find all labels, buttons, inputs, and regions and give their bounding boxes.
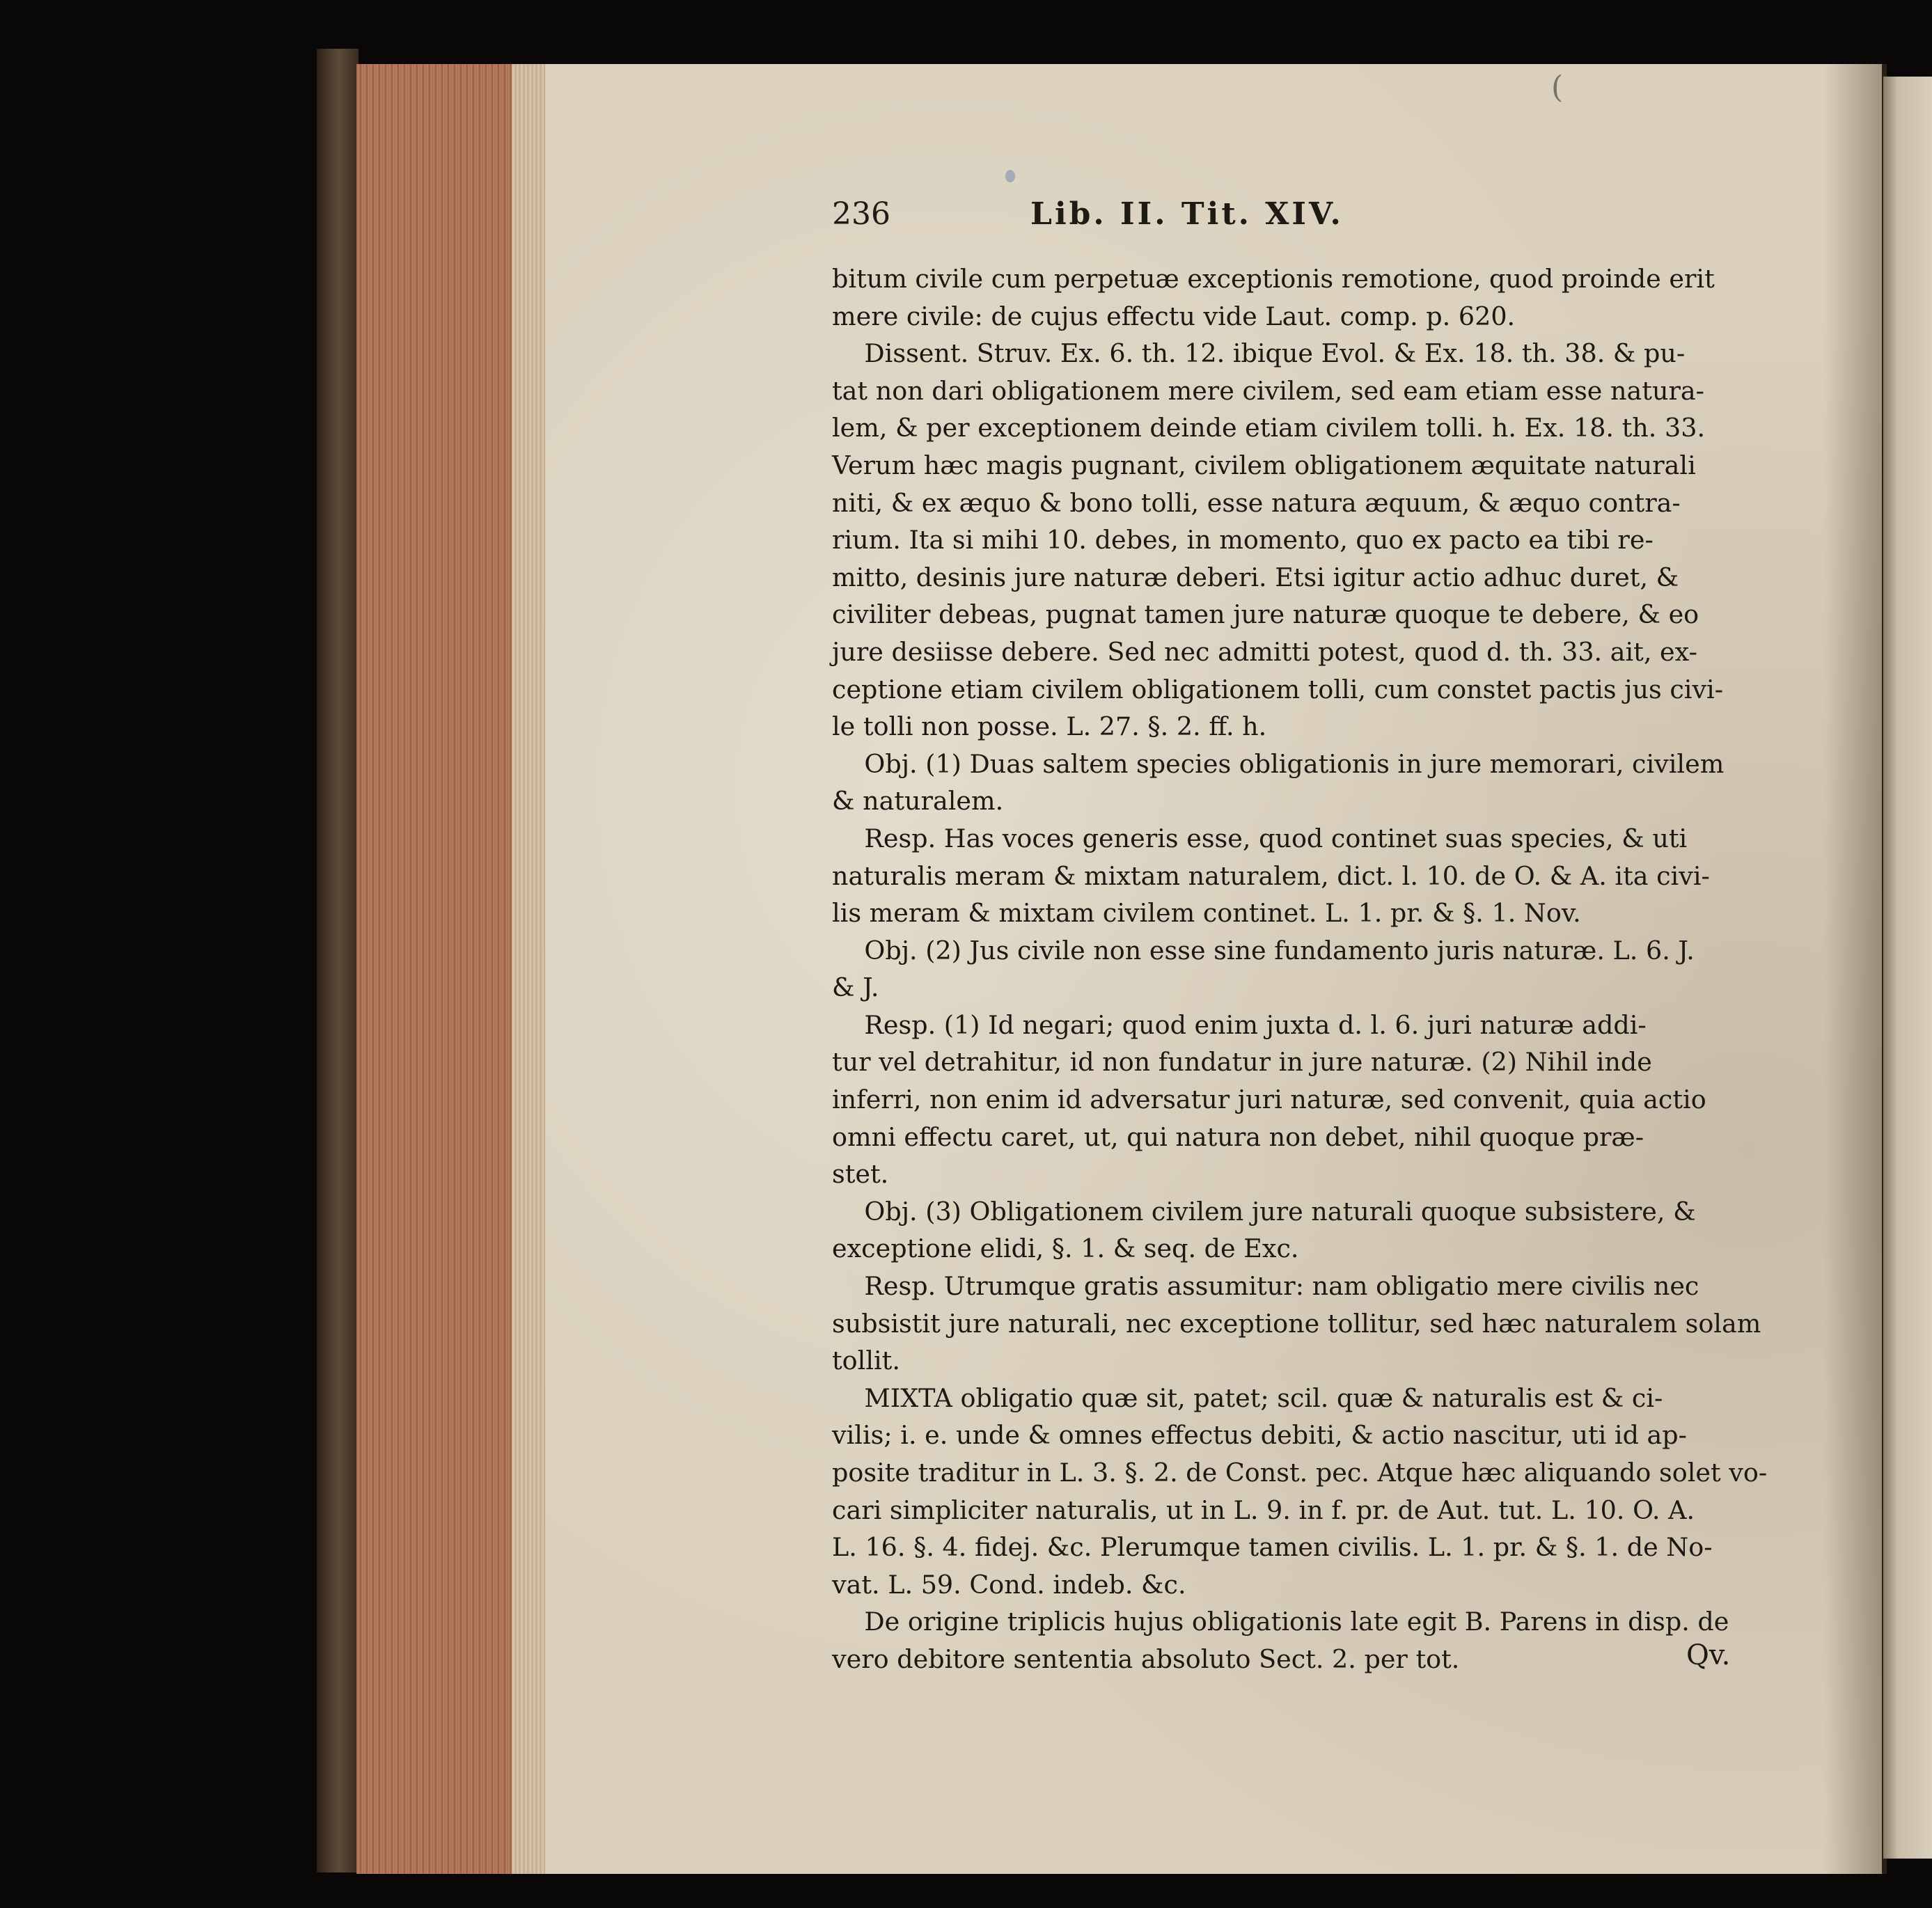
pencil-mark: ( (1551, 70, 1564, 105)
text-line: jure desiisse debere. Sed nec admitti potest, quod d. th. 33. ait, ex- (832, 636, 1697, 667)
facing-page-edge (1883, 77, 1932, 1859)
text-line: Verum hæc magis pugnant, civilem obligationem æquitate naturali (832, 450, 1696, 480)
text-line: Dissent. Struv. Ex. 6. th. 12. ibique Evol. & Ex. 18. th. 38. & pu- (832, 338, 1686, 369)
gutter-shadow (1824, 64, 1887, 1874)
text-line: tat non dari obligationem mere civilem, sed eam etiam esse natura- (832, 375, 1704, 406)
text-line: bitum civile cum perpetuæ exceptionis remotione, quod proinde erit (832, 264, 1715, 294)
text-line: naturalis meram & mixtam naturalem, dict. l. 10. de O. & A. ita civi- (832, 860, 1710, 891)
text-line: le tolli non posse. L. 27. §. 2. ff. h. (832, 711, 1267, 742)
text-line: vat. L. 59. Cond. indeb. &c. (832, 1569, 1186, 1600)
text-line: mere civile: de cujus effectu vide Laut. comp. p. 620. (832, 301, 1516, 331)
text-line: omni effectu caret, ut, qui natura non debet, nihil quoque præ- (832, 1121, 1644, 1152)
text-line: stet. (832, 1159, 889, 1190)
text-line: exceptione elidi, §. 1. & seq. de Exc. (832, 1233, 1299, 1264)
text-line: Obj. (1) Duas saltem species obligationis in jure memorari, civilem (832, 748, 1725, 779)
page-header (832, 196, 1765, 245)
page-block-edge (512, 64, 547, 1874)
book-binding (317, 49, 359, 1872)
body-text (832, 260, 1768, 1678)
running-head: Lib. II. Tit. XIV. (1030, 196, 1344, 232)
text-line: cari simpliciter naturalis, ut in L. 9. in f. pr. de Aut. tut. L. 10. O. A. (832, 1495, 1695, 1525)
text-line: ceptione etiam civilem obligationem tolli, cum constet pactis jus civi- (832, 674, 1724, 704)
text-line: tollit. (832, 1346, 900, 1376)
text-line: Resp. Utrumque gratis assumitur: nam obligatio mere civilis nec (832, 1271, 1699, 1302)
text-line: civiliter debeas, pugnat tamen jure naturæ quoque te debere, & eo (832, 599, 1699, 630)
text-line: subsistit jure naturali, nec exceptione tollitur, sed hæc naturalem solam (832, 1308, 1761, 1339)
text-line: MIXTA obligatio quæ sit, patet; scil. quæ & naturalis est & ci- (832, 1382, 1663, 1413)
text-line: & naturalem. (832, 786, 1004, 817)
ink-spot (1005, 170, 1015, 182)
text-line: mitto, desinis jure naturæ deberi. Etsi igitur actio adhuc duret, & (832, 562, 1679, 592)
text-line: L. 16. §. 4. fidej. &c. Plerumque tamen civilis. L. 1. pr. & §. 1. de No- (832, 1532, 1713, 1563)
text-line: De origine triplicis hujus obligationis late egit B. Parens in disp. de (832, 1607, 1729, 1637)
text-line: posite traditur in L. 3. §. 2. de Const. pec. Atque hæc aliquando solet vo- (832, 1458, 1768, 1488)
text-line: niti, & ex æquo & bono tolli, esse natura æquum, & æquo contra- (832, 487, 1681, 518)
text-line: tur vel detrahitur, id non fundatur in jure naturæ. (2) Nihil inde (832, 1047, 1652, 1078)
text-line: & J. (832, 972, 879, 1003)
page-number: 236 (832, 196, 890, 232)
text-line: Obj. (2) Jus civile non esse sine fundamento juris naturæ. L. 6. J. (832, 935, 1695, 965)
text-line: vilis; i. e. unde & omnes effectus debiti, & actio nascitur, uti id ap- (832, 1420, 1687, 1451)
text-line: lis meram & mixtam civilem continet. L. 1. pr. & §. 1. Nov. (832, 898, 1581, 929)
text-line: Obj. (3) Obligationem civilem jure naturali quoque subsistere, & (832, 1196, 1696, 1227)
text-line: Resp. Has voces generis esse, quod continet suas species, & uti (832, 823, 1688, 853)
catchword: Qv. (1686, 1639, 1731, 1671)
text-line: rium. Ita si mihi 10. debes, in momento, quo ex pacto ea tibi re- (832, 525, 1654, 555)
text-line: inferri, non enim id adversatur juri naturæ, sed convenit, quia actio (832, 1085, 1706, 1115)
text-line: vero debitore sententia absoluto Sect. 2. per tot. (832, 1643, 1460, 1674)
text-line: lem, & per exceptionem deinde etiam civilem tolli. h. Ex. 18. th. 33. (832, 413, 1706, 443)
text-line: Resp. (1) Id negari; quod enim juxta d. l. 6. juri naturæ addi- (832, 1009, 1647, 1040)
